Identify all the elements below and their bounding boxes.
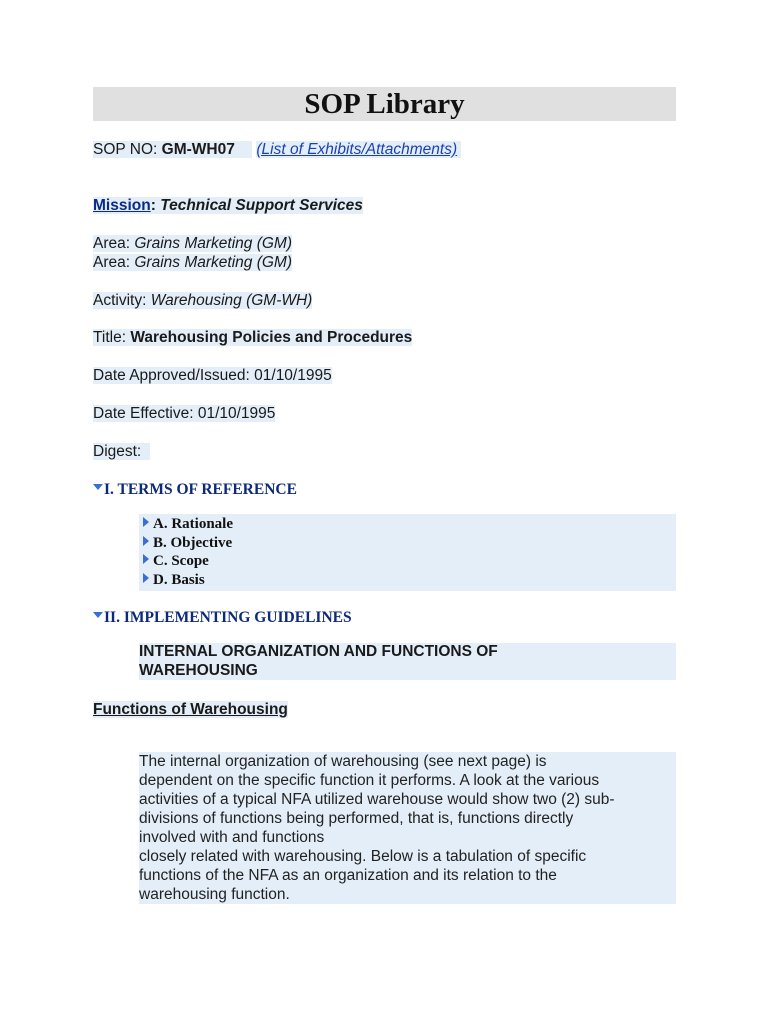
title-value: Warehousing Policies and Procedures xyxy=(130,329,413,346)
functions-paragraph xyxy=(139,752,676,904)
exhibits-link[interactable]: (List of Exhibits/Attachments) xyxy=(256,141,458,158)
activity-value: Warehousing (GM-WH) xyxy=(150,292,313,309)
collapse-arrow-icon[interactable] xyxy=(93,484,103,490)
terms-subsection-list xyxy=(139,514,676,591)
subheading-line: INTERNAL ORGANIZATION AND FUNCTIONS OF xyxy=(139,643,498,660)
subsection-label: B. Objective xyxy=(153,534,233,551)
sop-document xyxy=(93,87,676,903)
expand-arrow-icon[interactable] xyxy=(143,536,149,546)
section-implementing-guidelines[interactable] xyxy=(93,608,352,627)
expand-arrow-icon[interactable] xyxy=(143,517,149,527)
digest-line xyxy=(93,442,150,461)
subsection-item-basis[interactable] xyxy=(139,571,676,590)
page-title: SOP Library xyxy=(304,87,465,120)
area-label: Area: xyxy=(93,254,131,271)
subsection-item-scope[interactable] xyxy=(139,552,676,571)
subsection-label: D. Basis xyxy=(153,571,205,588)
sop-number-value: GM-WH07 xyxy=(161,141,235,158)
paragraph-line: The internal organization of warehousing (see next page) is xyxy=(139,753,547,770)
mission-colon: : xyxy=(150,197,156,214)
paragraph-line: involved with and functions xyxy=(139,829,325,846)
subsection-label: A. Rationale xyxy=(153,516,233,532)
area-line-2 xyxy=(93,253,292,272)
paragraph-line: divisions of functions being performed, that is, functions directly xyxy=(139,810,574,827)
area-value: Grains Marketing (GM) xyxy=(134,254,292,271)
subsection-item-rationale[interactable] xyxy=(139,515,676,534)
collapse-arrow-icon[interactable] xyxy=(93,612,103,618)
subsection-item-objective[interactable] xyxy=(139,534,676,553)
sop-number-label: SOP NO: xyxy=(93,141,158,158)
title-label: Title: xyxy=(93,329,127,346)
paragraph-line: warehousing function. xyxy=(139,886,290,903)
title-bar xyxy=(93,87,676,121)
mission-line xyxy=(93,196,363,215)
date-effective-label: Date Effective: xyxy=(93,405,194,422)
section-heading: I. TERMS OF REFERENCE xyxy=(104,481,297,498)
paragraph-line: functions of the NFA as an organization and its relation to the xyxy=(139,867,557,884)
expand-arrow-icon[interactable] xyxy=(143,554,149,564)
digest-label: Digest: xyxy=(93,443,142,460)
section-terms-of-reference[interactable] xyxy=(93,480,297,499)
area-label: Area: xyxy=(93,235,131,252)
activity-line xyxy=(93,291,312,310)
expand-arrow-icon[interactable] xyxy=(143,573,149,583)
functions-heading-line xyxy=(93,700,288,719)
date-effective-value: 01/10/1995 xyxy=(197,405,276,422)
activity-label: Activity: xyxy=(93,292,147,309)
subsection-label: C. Scope xyxy=(153,553,209,569)
mission-value: Technical Support Services xyxy=(160,197,363,214)
date-approved-value: 01/10/1995 xyxy=(254,367,332,384)
functions-heading: Functions of Warehousing xyxy=(93,701,288,718)
paragraph-line: dependent on the specific function it performs. A look at the various xyxy=(139,772,600,789)
implementing-subheading-box xyxy=(139,643,676,680)
paragraph-line: activities of a typical NFA utilized warehouse would show two (2) sub- xyxy=(139,791,615,808)
section-heading: II. IMPLEMENTING GUIDELINES xyxy=(104,609,352,626)
mission-link[interactable]: Mission xyxy=(93,197,151,214)
subheading-line: WAREHOUSING xyxy=(139,661,258,679)
date-effective-line xyxy=(93,404,275,423)
area-value: Grains Marketing (GM) xyxy=(134,235,292,252)
area-line-1 xyxy=(93,234,292,253)
paragraph-line: closely related with warehousing. Below is a tabulation of specific xyxy=(139,848,587,865)
sop-number-line xyxy=(93,140,461,159)
date-approved-line xyxy=(93,366,332,385)
title-line xyxy=(93,328,412,347)
date-approved-label: Date Approved/Issued: xyxy=(93,367,250,384)
